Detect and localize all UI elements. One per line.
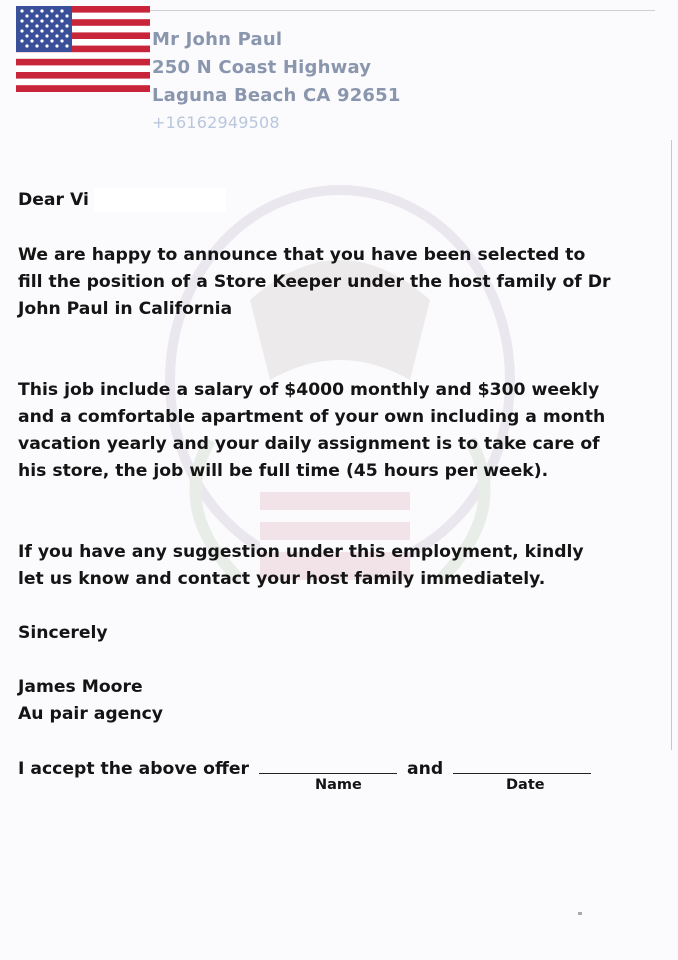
name-blank-field[interactable] <box>259 756 397 774</box>
paragraph-salary <box>18 377 658 485</box>
paragraph-contact <box>18 539 658 593</box>
acceptance-prefix: I accept the above offer <box>18 759 250 779</box>
closing <box>18 620 658 647</box>
us-flag-icon <box>16 6 150 92</box>
sender-address-block <box>152 26 401 136</box>
page-top-edge <box>150 10 655 11</box>
signature-block <box>18 674 658 728</box>
date-blank-field[interactable] <box>453 756 591 774</box>
paragraph-line: We are happy to announce that you have been selected to <box>18 245 586 265</box>
sender-street: 250 N Coast Highway <box>152 57 372 78</box>
page-right-edge <box>671 140 672 750</box>
paragraph-line: fill the position of a Store Keeper under the host family of Dr <box>18 272 611 292</box>
sender-city: Laguna Beach CA 92651 <box>152 85 401 106</box>
paragraph-line: If you have any suggestion under this employment, kindly <box>18 542 584 562</box>
paragraph-line: and a comfortable apartment of your own including a month <box>18 407 606 427</box>
redacted-name-mask <box>94 188 226 212</box>
paragraph-line: vacation yearly and your daily assignment is to take care of <box>18 434 600 454</box>
paragraph-line: his store, the job will be full time (45 hours per week). <box>18 461 549 481</box>
acceptance-joiner: and <box>407 759 444 779</box>
scan-speck <box>578 912 582 915</box>
paragraph-line: John Paul in California <box>18 299 233 319</box>
salutation-text: Dear Vi <box>18 190 89 210</box>
sender-phone: +16162949508 <box>152 113 280 132</box>
signer-organization: Au pair agency <box>18 704 163 724</box>
paragraph-selection <box>18 242 658 323</box>
name-field-label: Name <box>315 777 362 793</box>
signer-name: James Moore <box>18 677 143 697</box>
paragraph-line: This job include a salary of $4000 monthly and $300 weekly <box>18 380 600 400</box>
date-field-label: Date <box>506 777 545 793</box>
closing-text: Sincerely <box>18 623 108 643</box>
paragraph-line: let us know and contact your host family immediately. <box>18 569 546 589</box>
sender-name: Mr John Paul <box>152 29 283 50</box>
